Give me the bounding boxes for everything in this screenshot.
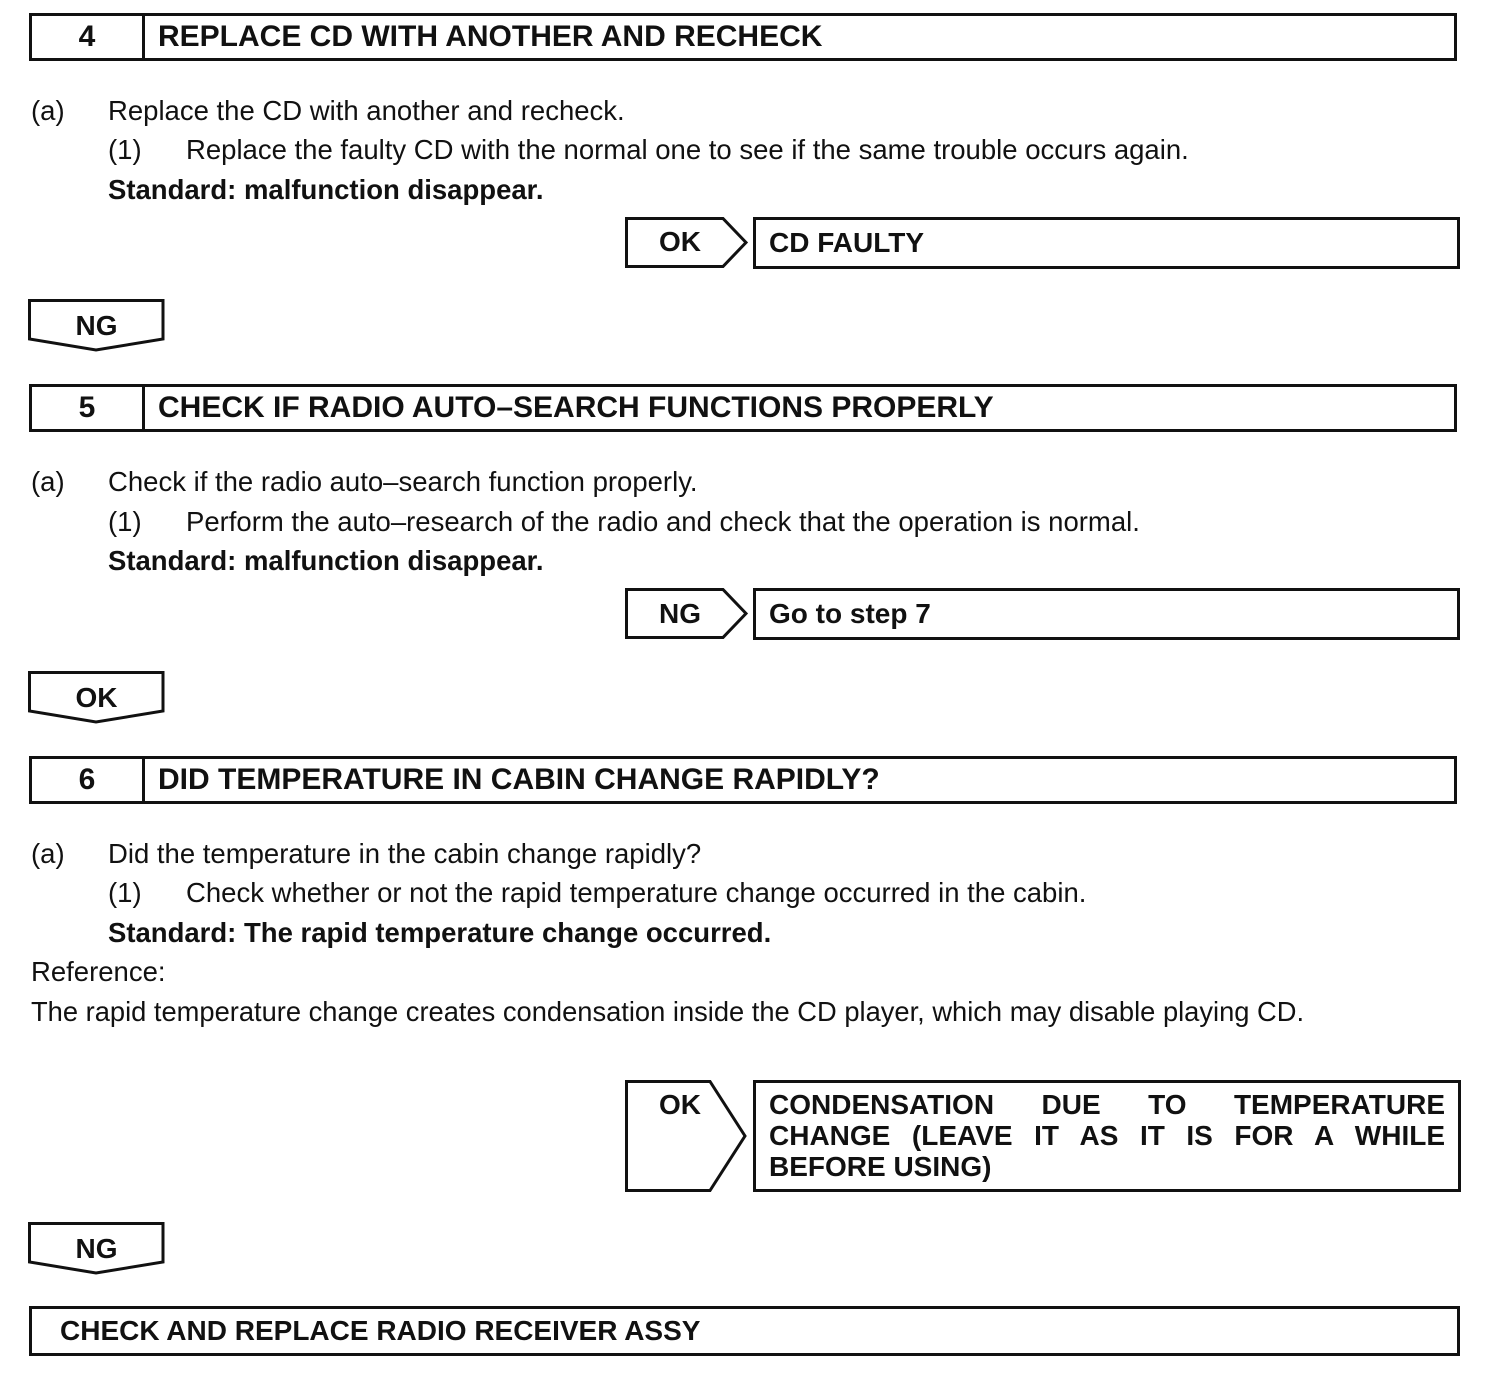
step-6-result-box: CONDENSATION DUE TO TEMPERATURE CHANGE (LEAVE IT AS IT IS FOR A WHILE BEFORE USING)	[753, 1080, 1461, 1192]
step-4-sub-text: Replace the faulty CD with the normal one to see if the same trouble occurs again.	[186, 134, 1189, 165]
step-4-item-text: Replace the CD with another and recheck.	[108, 95, 625, 126]
step-5-standard: Standard: malfunction disappear.	[108, 545, 544, 576]
step-6-number: 6	[32, 759, 145, 801]
step-4-header	[29, 13, 1457, 61]
step-6-reference-text: The rapid temperature change creates condensation inside the CD player, which may disable playing CD.	[31, 996, 1305, 1027]
step-6-sub-text: Check whether or not the rapid temperature change occurred in the cabin.	[186, 877, 1087, 908]
step-5-result-box: Go to step 7	[753, 588, 1460, 640]
step-4-item-marker: (a)	[31, 95, 65, 126]
step-5-number: 5	[32, 387, 145, 429]
step-5-ng-label: NG	[659, 598, 701, 629]
step-6-item-marker: (a)	[31, 838, 65, 869]
step-4-result-box: CD FAULTY	[753, 217, 1460, 269]
step-5-sub-marker: (1)	[108, 506, 142, 537]
step-6-ng-label: NG	[75, 1233, 118, 1264]
step-6-standard: Standard: The rapid temperature change occurred.	[108, 917, 772, 948]
step-4-title: REPLACE CD WITH ANOTHER AND RECHECK	[158, 20, 823, 53]
step-4-ok-label: OK	[659, 226, 701, 257]
step-6-sub-marker: (1)	[108, 877, 142, 908]
step-5-sub-text: Perform the auto–research of the radio and check that the operation is normal.	[186, 506, 1140, 537]
step-4-sub-marker: (1)	[108, 134, 142, 165]
step-5-header	[29, 384, 1457, 432]
step-4-ng-label: NG	[75, 310, 118, 341]
step-6-title: DID TEMPERATURE IN CABIN CHANGE RAPIDLY?	[158, 763, 880, 796]
step-6-ok-label: OK	[659, 1089, 701, 1120]
step-5-item-marker: (a)	[31, 466, 65, 497]
final-action-box: CHECK AND REPLACE RADIO RECEIVER ASSY	[29, 1306, 1460, 1356]
step-6-item-text: Did the temperature in the cabin change rapidly?	[108, 838, 702, 869]
step-5-ok-label: OK	[75, 682, 118, 713]
step-6-header	[29, 756, 1457, 804]
step-4-number: 4	[32, 16, 145, 58]
step-5-title: CHECK IF RADIO AUTO–SEARCH FUNCTIONS PROPERLY	[158, 391, 994, 424]
step-4-standard: Standard: malfunction disappear.	[108, 174, 544, 205]
step-5-item-text: Check if the radio auto–search function properly.	[108, 466, 698, 497]
step-6-reference-label: Reference:	[31, 956, 166, 987]
